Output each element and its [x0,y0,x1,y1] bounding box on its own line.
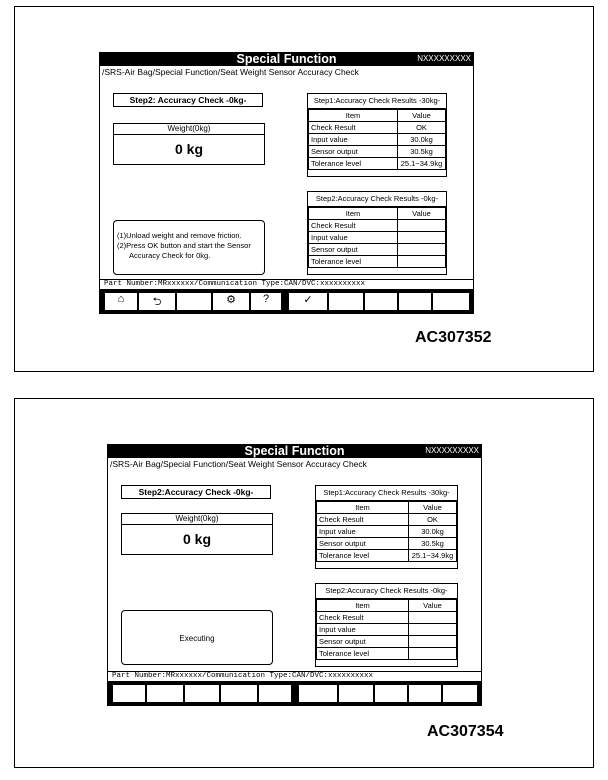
header-item: Item [309,110,398,122]
figure-label: AC307352 [415,329,492,346]
help-icon: ? [262,293,270,305]
step2-title: Step2:Accuracy Check Results -0kg- [308,192,446,207]
table-row [317,550,457,562]
step1-results-table [315,485,458,569]
row-value [398,256,446,268]
row-label: Sensor output [309,146,398,158]
breadcrumb-special-function[interactable]: Special Function [162,459,226,469]
row-label: Check Result [309,220,398,232]
weight-display [121,513,273,555]
help-button[interactable] [250,292,282,311]
row-label: Sensor output [317,538,409,550]
device-screen-2 [107,444,482,706]
row-value [398,232,446,244]
table-row [309,232,446,244]
home-button[interactable] [104,292,138,311]
header-item: Item [317,600,409,612]
figure-panel-2 [14,398,594,768]
row-value: 30.5kg [398,146,446,158]
screen-title: Special Function [244,444,345,458]
function-button-9[interactable] [408,684,442,703]
function-button-1[interactable] [112,684,146,703]
function-button-6[interactable] [298,684,338,703]
gear-icon: ⚙ [226,294,236,306]
table-row [309,134,446,146]
row-label: Sensor output [317,636,409,648]
breadcrumb: /SRS-Air Bag/Special Function/Seat Weight Sensor Accuracy Check [110,459,367,469]
header-value: Value [409,600,457,612]
button-bar [108,682,481,705]
row-label: Tolerance level [317,648,409,660]
device-screen-1 [99,52,474,314]
function-button-8[interactable] [374,684,408,703]
function-button-2[interactable] [146,684,184,703]
header-value: Value [409,502,457,514]
table-row [309,122,446,134]
row-value: OK [398,122,446,134]
table-row [317,648,457,660]
function-button-4[interactable] [220,684,258,703]
device-code: NXXXXXXXXX [425,446,479,455]
step-label-text: Step2:Accuracy Check -0kg- [138,487,254,497]
figure-label: AC307354 [427,723,504,740]
step1-title: Step1:Accuracy Check Results -30kg- [316,486,457,501]
ok-button[interactable] [288,292,328,311]
row-label: Check Result [309,122,398,134]
title-bar [108,445,481,458]
table-row [317,538,457,550]
table-row [317,612,457,624]
breadcrumb-seat-weight-check: Seat Weight Sensor Accuracy Check [220,67,359,77]
device-code: NXXXXXXXXX [417,54,471,63]
row-value: 30.0kg [409,526,457,538]
function-button-3[interactable] [176,292,212,311]
function-button-5[interactable] [258,684,292,703]
function-button-10[interactable] [442,684,478,703]
table-row [309,220,446,232]
row-value [409,648,457,660]
table-row [309,256,446,268]
check-icon: ✓ [303,294,313,306]
weight-label: Weight(0kg) [114,124,264,135]
function-button-3[interactable] [184,684,220,703]
home-icon: ⌂ [117,293,125,305]
function-button-8[interactable] [364,292,398,311]
executing-message [121,610,273,665]
step2-results-table [307,191,447,275]
step-label-text: Step2: Accuracy Check -0kg- [129,95,247,105]
step1-title: Step1:Accuracy Check Results -30kg- [308,94,446,109]
instruction-line-2: (2)Press OK button and start the Sensor [117,241,251,250]
row-value: OK [409,514,457,526]
part-number-bar: Part Number:MRxxxxxx/Communication Type:CAN/DVC:xxxxxxxxxx [108,671,481,682]
status-text: Executing [179,634,215,643]
header-value: Value [398,110,446,122]
weight-value: 0 kg [174,141,203,157]
weight-display [113,123,265,165]
row-label: Tolerance level [317,550,409,562]
settings-button[interactable] [212,292,250,311]
table-row [309,146,446,158]
breadcrumb-srs-air-bag[interactable]: SRS-Air Bag [104,67,153,77]
function-button-7[interactable] [328,292,364,311]
weight-label: Weight(0kg) [122,514,272,525]
table-row [317,526,457,538]
row-value: 25.1~34.9kg [398,158,446,170]
weight-value: 0 kg [182,531,211,547]
row-label: Input value [317,526,409,538]
row-value [398,220,446,232]
screen-title: Special Function [236,52,337,66]
table-row [309,244,446,256]
table-row [317,636,457,648]
row-value: 30.0kg [398,134,446,146]
step2-title: Step2:Accuracy Check Results -0kg- [316,584,457,599]
header-item: Item [309,208,398,220]
row-label: Check Result [317,612,409,624]
back-button[interactable] [138,292,176,311]
row-label: Input value [317,624,409,636]
step1-results-table [307,93,447,177]
row-value: 25.1~34.9kg [409,550,457,562]
title-bar [100,53,473,66]
header-item: Item [317,502,409,514]
breadcrumb-srs-air-bag[interactable]: SRS-Air Bag [112,459,161,469]
header-value: Value [398,208,446,220]
row-label: Sensor output [309,244,398,256]
row-value [409,624,457,636]
button-bar [100,290,473,313]
figure-panel-1 [14,6,594,372]
step-label [121,485,271,499]
back-icon: ⮌ [152,296,162,308]
instruction-message [113,220,265,275]
function-button-9[interactable] [398,292,432,311]
breadcrumb-seat-weight-check: Seat Weight Sensor Accuracy Check [228,459,367,469]
row-value [398,244,446,256]
row-value: 30.5kg [409,538,457,550]
row-label: Tolerance level [309,256,398,268]
part-number-bar: Part Number:MRxxxxxx/Communication Type:CAN/DVC:xxxxxxxxxx [100,279,473,290]
row-value [409,612,457,624]
instruction-line-3: Accuracy Check for 0kg. [129,251,211,260]
table-row [317,514,457,526]
row-label: Tolerance level [309,158,398,170]
function-button-10[interactable] [432,292,470,311]
table-row [317,624,457,636]
step-label [113,93,263,107]
row-label: Check Result [317,514,409,526]
row-label: Input value [309,232,398,244]
step2-results-table [315,583,458,667]
table-row [309,158,446,170]
breadcrumb: /SRS-Air Bag/Special Function/Seat Weight Sensor Accuracy Check [102,67,359,77]
row-value [409,636,457,648]
instruction-line-1: (1)Unload weight and remove friction. [117,231,242,240]
function-button-7[interactable] [338,684,374,703]
breadcrumb-special-function[interactable]: Special Function [154,67,218,77]
row-label: Input value [309,134,398,146]
